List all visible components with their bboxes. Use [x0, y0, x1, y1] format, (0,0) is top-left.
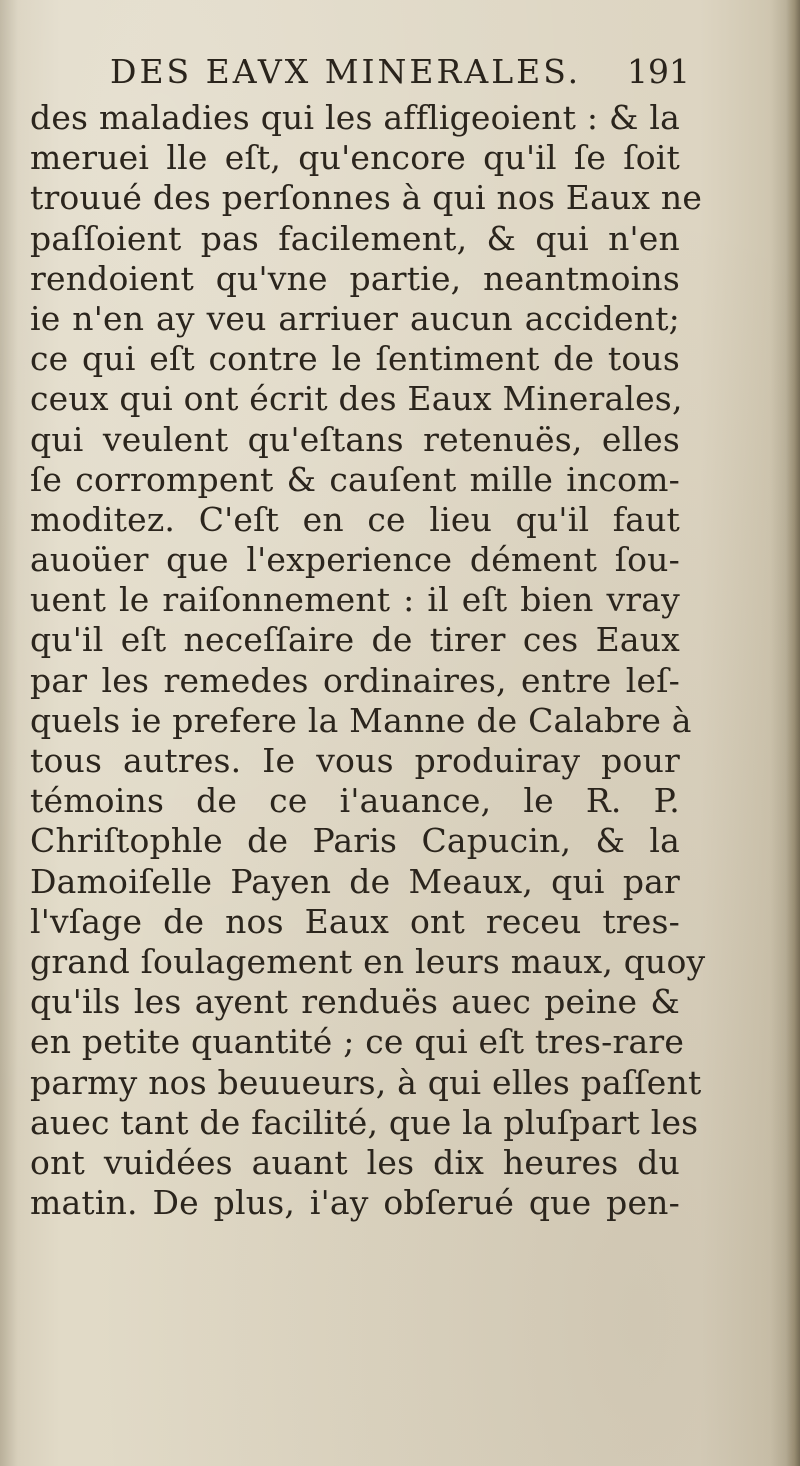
text-line: ont vuidées auant les dix heures du	[30, 1142, 680, 1182]
text-line: auec tant de facilité, que la pluſpart les	[30, 1102, 699, 1142]
text-line: paſſoient pas facilement, & qui n'en	[30, 218, 680, 258]
text-line: l'vſage de nos Eaux ont receu tres-	[30, 901, 680, 941]
text-line: qu'ils les ayent renduës auec peine &	[30, 982, 680, 1022]
text-line: parmy nos beuueurs, à qui elles paſſent	[30, 1062, 702, 1102]
text-line: qui veulent qu'eſtans retenuës, elles	[30, 419, 680, 459]
text-line: rendoient qu'vne partie, neantmoins	[30, 258, 680, 298]
running-title: DES EAVX MINERALES.	[110, 52, 582, 91]
text-line: ce qui eſt contre le ſentiment de tous	[30, 339, 680, 379]
text-line: Chriſtophle de Paris Capucin, & la	[30, 821, 680, 861]
text-line: ſe corrompent & cauſent mille incom-	[30, 459, 680, 499]
text-line: auoüer que l'experience dément ſou-	[30, 540, 680, 580]
text-line: des maladies qui les affligeoient : & la	[30, 98, 680, 137]
text-line: ie n'en ay veu arriuer aucun accident;	[30, 298, 680, 338]
text-line: Damoiſelle Payen de Meaux, qui par	[30, 861, 680, 901]
text-line: moditez. C'eſt en ce lieu qu'il faut	[30, 499, 680, 539]
text-line: trouué des perſonnes à qui nos Eaux ne	[30, 178, 703, 218]
text-line: par les remedes ordinaires, entre leſ-	[30, 660, 680, 700]
text-line: témoins de ce i'auance, le R. P.	[30, 781, 680, 821]
running-head	[110, 52, 690, 92]
text-line: meruei lle eſt, qu'encore qu'il ſe ſoit	[30, 138, 680, 178]
text-line: qu'il eſt neceſſaire de tirer ces Eaux	[30, 620, 680, 660]
text-line: matin. De plus, i'ay obſerué que pen-	[30, 1183, 680, 1223]
body-text	[30, 98, 706, 1223]
text-line: grand ſoulagement en leurs maux, quoy	[30, 941, 706, 981]
text-line: tous autres. Ie vous produiray pour	[30, 741, 680, 780]
page-number: 191	[627, 52, 690, 91]
text-line: quels ie prefere la Manne de Calabre à	[30, 700, 692, 740]
text-line: ceux qui ont écrit des Eaux Minerales,	[30, 379, 683, 419]
page-edge-shadow	[786, 0, 800, 1466]
text-line: uent le raiſonnement : il eſt bien vray	[30, 580, 680, 620]
text-line: en petite quantité ; ce qui eſt tres-rare	[30, 1022, 685, 1062]
